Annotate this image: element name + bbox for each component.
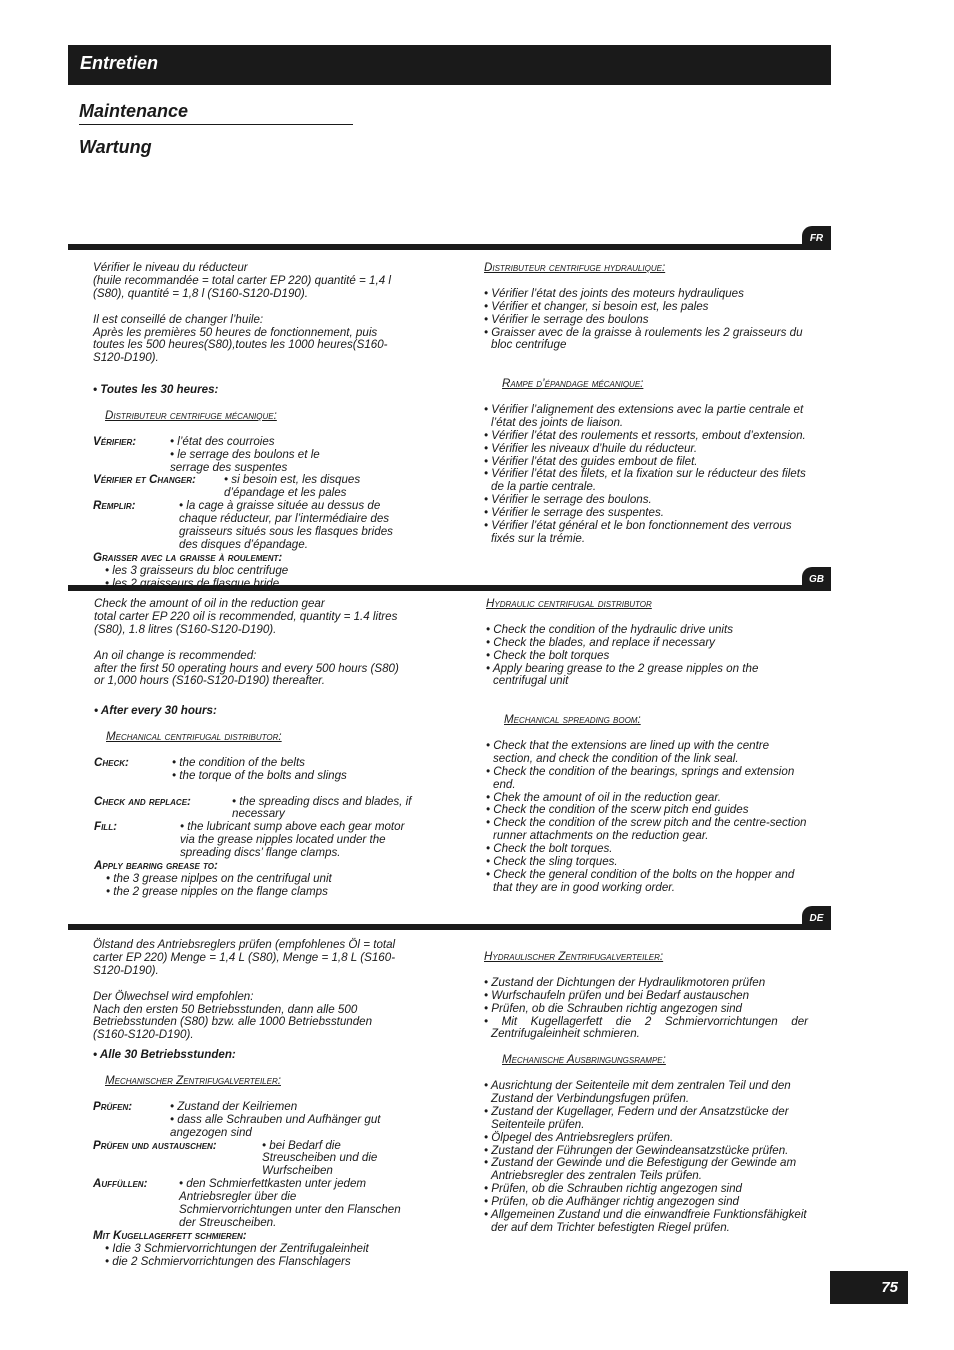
text-line: Streuscheiben und die bbox=[262, 1151, 378, 1165]
text-line: • Ausrichtung der Seitenteile mit dem zentralen Teil und den Zustand der Verbindungsfugen prüfen. bbox=[484, 1079, 791, 1105]
text-line: Betriebsstunden (S80) bzw. alle 1000 Betriebsstunden bbox=[93, 1015, 373, 1029]
text-line: • si besoin est, les disques bbox=[224, 473, 361, 487]
text-line: • Graisser avec de la graisse à roulements les 2 graisseurs du bloc centrifuge bbox=[484, 325, 803, 352]
divider-fr bbox=[68, 244, 831, 250]
text-line: Wurfscheiben bbox=[262, 1164, 333, 1178]
action-label: Mit Kugellagerfett schmieren: bbox=[93, 1228, 247, 1242]
de-mech-title: Mechanische Ausbringungsrampe: bbox=[502, 1053, 666, 1067]
text-line: Schmiervorrichtungen unter den Flanschen bbox=[179, 1203, 401, 1217]
gb-interval: • After every 30 hours: bbox=[94, 704, 217, 718]
de-right-column bbox=[484, 951, 808, 1235]
text-line: • Idie 3 Schmiervorrichtungen der Zentrifugaleinheit bbox=[105, 1241, 369, 1255]
text-line: carter EP 220) Menge = 1,4 L (S80), Menge = 1,8 L (S160- bbox=[93, 950, 396, 964]
text-line: • Vérifier le serrage des boulons bbox=[484, 312, 649, 326]
text-line: • Vérifier l’alignement des extensions avec la partie centrale et l’état des joints de liaison. bbox=[484, 402, 804, 429]
text-line: • Zustand der Kugellager, Federn und der Ansatzstücke der Seitenteile prüfen. bbox=[484, 1104, 789, 1131]
fr-mech-title: Rampe d’épandage mécanique: bbox=[502, 377, 644, 391]
page-number: 75 bbox=[830, 1271, 908, 1304]
header-title: Entretien bbox=[80, 53, 159, 73]
divider-de bbox=[68, 924, 831, 930]
text-line: der Streuscheiben. bbox=[179, 1215, 277, 1229]
text-line: • bei Bedarf die bbox=[262, 1138, 341, 1152]
text-line: Vérifier le niveau du réducteur bbox=[93, 261, 248, 274]
text-line: • the 2 grease nipples on the flange clamps bbox=[106, 884, 328, 898]
de-interval: • Alle 30 Betriebsstunden: bbox=[93, 1048, 236, 1062]
action-label: Prüfen und austauschen: bbox=[93, 1138, 217, 1152]
text-line: des disques d’épandage. bbox=[179, 537, 308, 551]
text-line: • Zustand der Führungen der Gewindeansatzstücke prüfen. bbox=[484, 1143, 789, 1157]
text-line: total carter EP 220 oil is recommended, quantity = 1.4 litres bbox=[94, 609, 398, 623]
header-bar bbox=[68, 45, 831, 85]
text-line: • den Schmierfettkasten unter jedem bbox=[179, 1177, 367, 1191]
text-line: (huile recommandée = total carter EP 220) quantité = 1,4 l bbox=[93, 273, 391, 287]
text-line: • Check the sling torques. bbox=[486, 855, 618, 869]
text-line: (S80), 1.8 litres (S160-S120-D190). bbox=[94, 622, 277, 636]
text-line: • Zustand der Keilriemen bbox=[170, 1099, 298, 1113]
text-line: Check the amount of oil in the reduction gear bbox=[94, 597, 325, 610]
gb-section-title: Mechanical centrifugal distributor: bbox=[106, 730, 282, 744]
badge-gb: GB bbox=[802, 567, 831, 591]
text-line: • Prüfen, ob die Schrauben richtig angezogen sind bbox=[484, 1182, 743, 1196]
text-line: spreading discs’ flange clamps. bbox=[180, 846, 341, 860]
action-label: Check and replace: bbox=[94, 794, 191, 808]
text-line: • Vérifier l’état des joints des moteurs hydrauliques bbox=[484, 286, 744, 300]
text-line: • le serrage des boulons et le bbox=[170, 447, 320, 461]
text-line: • Check the bolt torques bbox=[486, 648, 610, 662]
action-label: Fill: bbox=[94, 820, 117, 834]
text-line: • l’état des courroies bbox=[170, 434, 275, 448]
text-line: serrage des suspentes bbox=[170, 460, 288, 474]
text-line: Nach den ersten 50 Betriebsstunden, dann alle 500 bbox=[93, 1002, 358, 1016]
de-hyd-title: Hydraulischer Zentrifugalverteiler: bbox=[484, 950, 664, 963]
text-line: • les 3 graisseurs du bloc centrifuge bbox=[105, 563, 289, 577]
fr-left-column bbox=[93, 262, 433, 591]
text-line: • Vérifier l’état des roulements et ressorts, embout d’extension. bbox=[484, 428, 806, 442]
fr-hyd-title: Distributeur centrifuge hydraulique: bbox=[484, 261, 666, 274]
action-label: Vérifier: bbox=[93, 434, 137, 448]
text-line: • Check the condition of the scerw pitch end guides bbox=[486, 803, 749, 817]
fr-interval: • Toutes les 30 heures: bbox=[93, 383, 219, 397]
text-line: • Prüfen, ob die Schrauben richtig angezogen sind bbox=[484, 1001, 743, 1015]
text-line: • Chek the amount of oil in the reduction gear. bbox=[486, 790, 721, 804]
text-line: • Apply bearing grease to the 2 grease nipples on the centrifugal unit bbox=[486, 661, 759, 688]
text-line: d’épandage et les pales bbox=[224, 486, 347, 500]
text-line: • Check the blades, and replace if necessary bbox=[486, 635, 715, 649]
text-line: Der Ölwechsel wird empfohlen: bbox=[93, 989, 254, 1003]
text-line: or 1,000 hours (S160-S120-D190) thereafter. bbox=[94, 674, 325, 688]
action-label: Apply bearing grease to: bbox=[94, 859, 218, 873]
text-line: S120-D190). bbox=[93, 963, 159, 977]
text-line: • Vérifier le serrage des suspentes. bbox=[484, 506, 664, 520]
text-line: Après les premières 50 heures de fonctionnement, puis bbox=[93, 325, 378, 339]
text-line: • Vérifier le serrage des boulons. bbox=[484, 493, 652, 507]
text-line: • Check the bolt torques. bbox=[486, 842, 613, 856]
fr-right-column bbox=[484, 262, 810, 546]
text-line: • Allgemeinen Zustand und die einwandfreie Funktionsfähigkeit der auf dem Trichter befestigten Riegel prüfen. bbox=[484, 1208, 807, 1234]
action-label: Prüfen: bbox=[93, 1099, 133, 1113]
text-line: • Check the general condition of the bolts on the hopper and that they are in good working order. bbox=[486, 867, 795, 894]
text-line: • Ölpegel des Antriebsreglers prüfen. bbox=[484, 1130, 674, 1144]
text-line: • Mit Kugellagerfett die 2 Schmiervorrichtungen der Zentrifugaleinheit schmieren. bbox=[484, 1014, 808, 1041]
gb-right-column bbox=[486, 598, 810, 895]
text-line: An oil change is recommended: bbox=[94, 648, 257, 662]
text-line: • Prüfen, ob die Aufhänger richtig angezogen sind bbox=[484, 1195, 739, 1209]
text-line: S120-D190). bbox=[93, 351, 159, 365]
text-line: • la cage à graisse située au dessus de bbox=[179, 499, 381, 513]
action-label: Remplir: bbox=[93, 499, 136, 513]
text-line: • Zustand der Dichtungen der Hydraulikmotoren prüfen bbox=[484, 975, 766, 989]
de-left-column bbox=[93, 939, 433, 1269]
text-line: (S80), quantité = 1,8 l (S160-S120-D190). bbox=[93, 286, 308, 300]
text-line: graisseurs situés sous les flasques brides bbox=[179, 525, 393, 539]
action-label: Vérifier et Changer: bbox=[93, 473, 196, 487]
text-line: • Vérifier l’état général et le bon fonctionnement des verrous fixés sur la trémie. bbox=[484, 519, 792, 545]
text-line: chaque réducteur, par l’intermédiaire des bbox=[179, 512, 390, 526]
text-line: • Vérifier et changer, si besoin est, les pales bbox=[484, 299, 709, 313]
title-maintenance: Maintenance bbox=[79, 101, 353, 125]
de-section-title: Mechanischer Zentrifugalverteiler: bbox=[105, 1074, 281, 1088]
text-line: • dass alle Schrauben und Aufhänger gut bbox=[170, 1112, 381, 1126]
text-line: • the spreading discs and blades, if bbox=[232, 794, 412, 808]
text-line: necessary bbox=[232, 807, 285, 821]
text-line: • Vérifier l’état des guides embout de filet. bbox=[484, 454, 698, 468]
text-line: • Check the condition of the hydraulic drive units bbox=[486, 622, 734, 636]
text-line: • die 2 Schmiervorrichtungen des Flanschlagers bbox=[105, 1254, 351, 1268]
text-line: via the grease nipples located under the bbox=[180, 833, 386, 847]
text-line: after the first 50 operating hours and every 500 hours (S80) bbox=[94, 661, 399, 675]
action-label: Graisser avec la graisse à roulement: bbox=[93, 550, 283, 564]
text-line: • Wurfschaufeln prüfen und bei Bedarf austauschen bbox=[484, 988, 750, 1002]
text-line: • the lubricant sump above each gear motor bbox=[180, 820, 405, 834]
action-label: Auffüllen: bbox=[93, 1177, 148, 1191]
fr-section-title: Distributeur centrifuge mécanique: bbox=[105, 408, 277, 422]
text-line: (S160-S120-D190). bbox=[93, 1028, 194, 1042]
text-line: • Vérifier les niveaux d’huile du réducteur. bbox=[484, 441, 698, 455]
text-line: • Check the condition of the bearings, springs and extension end. bbox=[486, 764, 795, 791]
gb-mech-title: Mechanical spreading boom: bbox=[504, 713, 641, 727]
badge-de: DE bbox=[802, 906, 831, 930]
gb-hyd-title: Hydraulic centrifugal distributor bbox=[486, 597, 652, 610]
gb-left-column bbox=[94, 598, 434, 899]
badge-fr: FR bbox=[802, 226, 831, 250]
text-line: • Zustand der Gewinde und die Befestigung der Gewinde am Antriebsregler des zentralen Teils prüfen. bbox=[484, 1156, 797, 1183]
text-line: • the torque of the bolts and slings bbox=[172, 768, 347, 782]
text-line: Antriebsregler über die bbox=[179, 1190, 297, 1204]
text-line: • Check that the extensions are lined up with the centre section, and check the condition of the link seal. bbox=[486, 738, 770, 765]
text-line: toutes les 500 heures(S80),toutes les 1000 heures(S160- bbox=[93, 338, 388, 352]
action-label: Check: bbox=[94, 755, 129, 769]
text-line: • Vérifier l’état des filets, et la fixation sur le réducteur des filets de la partie centrale. bbox=[484, 467, 806, 494]
text-line: • Check the condition of the screw pitch and the centre-section runner attachments on the reduction gear. bbox=[486, 816, 807, 843]
text-line: • the condition of the belts bbox=[172, 755, 305, 769]
title-wartung: Wartung bbox=[79, 137, 152, 157]
text-line: angezogen sind bbox=[170, 1125, 252, 1139]
text-line: • the 3 grease niplpes on the centrifugal unit bbox=[106, 871, 332, 885]
text-line: • les 2 graisseurs de flasque bride bbox=[105, 576, 280, 590]
text-line: Il est conseillé de changer l’huile: bbox=[93, 312, 264, 326]
text-line: Ölstand des Antriebsreglers prüfen (empfohlenes Öl = total bbox=[93, 938, 396, 951]
